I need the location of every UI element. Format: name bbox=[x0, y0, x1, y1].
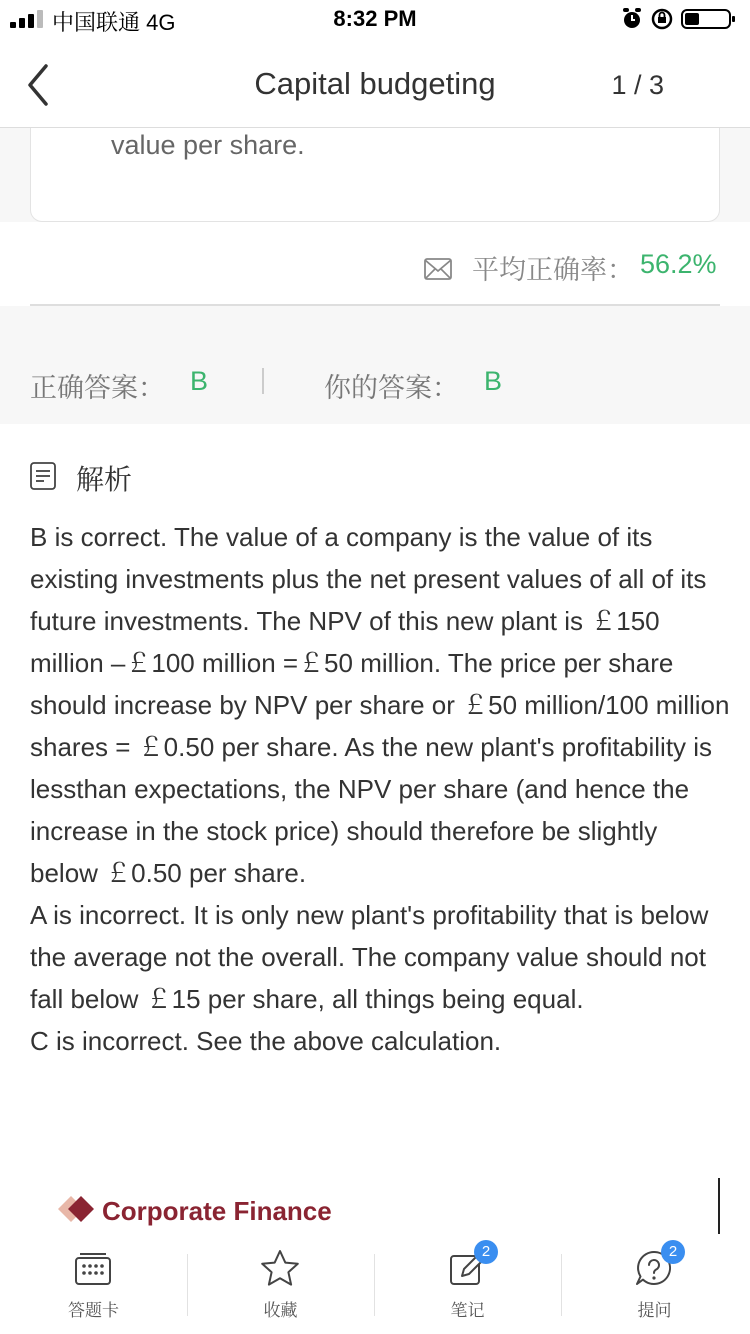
tab-label: 提问 bbox=[637, 1301, 672, 1320]
analysis-title: 解析 bbox=[76, 464, 133, 495]
mail-icon[interactable] bbox=[424, 258, 452, 280]
answer-row bbox=[0, 340, 750, 420]
correct-answer-value: B bbox=[190, 366, 209, 396]
page-title: Capital budgeting bbox=[254, 66, 496, 101]
star-icon bbox=[259, 1248, 301, 1290]
nav-bar bbox=[0, 40, 750, 128]
notes-badge: 2 bbox=[474, 1240, 498, 1264]
document-icon bbox=[30, 462, 56, 490]
answer-separator bbox=[262, 368, 264, 394]
stats-bar bbox=[0, 222, 750, 306]
rotation-lock-icon bbox=[653, 10, 671, 28]
status-bar bbox=[0, 0, 750, 40]
explanation-text bbox=[30, 516, 730, 1062]
text-cursor bbox=[718, 1178, 720, 1234]
your-answer-label: 你的答案： bbox=[324, 373, 459, 403]
average-accuracy-value: 56.2% bbox=[640, 249, 717, 279]
correct-answer-label: 正确答案： bbox=[30, 373, 165, 403]
battery-icon bbox=[682, 10, 735, 28]
average-accuracy-label: 平均正确率： bbox=[472, 255, 634, 285]
tab-favorite[interactable] bbox=[187, 1240, 374, 1334]
logo-diamond-icon bbox=[56, 1194, 98, 1224]
questions-badge: 2 bbox=[661, 1240, 685, 1264]
explanation-paragraph: A is incorrect. It is only new plant's profitability that is below the average not the overall. The company value should not fall below ￡15 per share, all things being equal. bbox=[30, 900, 709, 1014]
alarm-icon bbox=[623, 8, 641, 28]
divider bbox=[30, 304, 720, 306]
tab-answer-card[interactable] bbox=[0, 1240, 187, 1334]
tab-notes[interactable] bbox=[374, 1240, 561, 1334]
question-text: value per share. bbox=[111, 130, 305, 160]
tab-questions[interactable] bbox=[561, 1240, 748, 1334]
tab-label: 收藏 bbox=[263, 1301, 298, 1320]
question-card bbox=[30, 128, 720, 222]
tab-label: 答题卡 bbox=[68, 1301, 119, 1320]
page-indicator: 1 / 3 bbox=[611, 70, 664, 100]
clock: 8:32 PM bbox=[333, 6, 417, 31]
tab-label: 笔记 bbox=[450, 1301, 485, 1320]
bottom-tab-bar bbox=[0, 1240, 750, 1334]
your-answer-value: B bbox=[484, 366, 503, 396]
carrier-label: 中国联通 4G bbox=[52, 10, 176, 35]
explanation-paragraph: C is incorrect. See the above calculation. bbox=[30, 1026, 502, 1056]
explanation-paragraph: B is correct. The value of a company is the value of its existing investments plus the net present values of all of its future investments. The NPV of this new plant is ￡150 million –￡100 million =￡50 million. The price per share should increase by NPV per share or ￡50 million/100 million shares = ￡0.50 per share. As the new plant's profitability is lessthan expectations, the NPV per share (and hence the increase in the stock price) should therefore be slightly below ￡0.50 per share. bbox=[30, 522, 730, 888]
status-icons bbox=[620, 7, 740, 31]
answer-card-icon bbox=[72, 1248, 114, 1290]
logo-text: Corporate Finance bbox=[102, 1196, 332, 1226]
